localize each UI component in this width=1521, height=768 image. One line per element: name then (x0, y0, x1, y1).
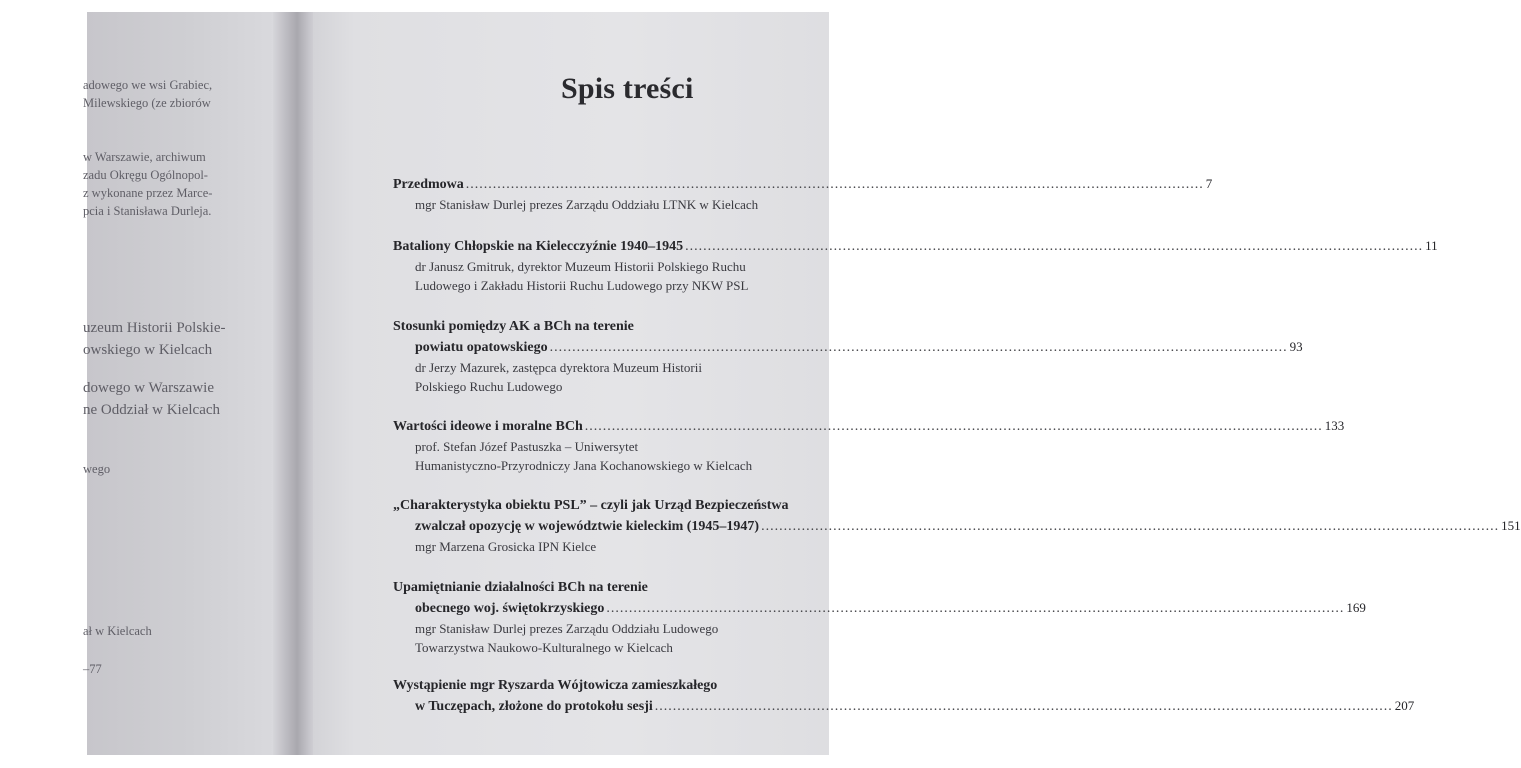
toc-entry-author: mgr Stanisław Durlej prezes Zarządu Oddziału Ludowego (415, 621, 719, 636)
left-page-line: wego (83, 462, 111, 476)
toc-entry-title: Przedmowa (393, 177, 464, 192)
toc-entry (393, 676, 1415, 717)
toc-entry-author: dr Janusz Gmitruk, dyrektor Muzeum Historii Polskiego Ruchu (415, 259, 746, 274)
left-page-line: zadu Okręgu Ogólnopol- (83, 168, 208, 182)
book-spine (273, 12, 317, 755)
toc-entry-author: mgr Marzena Grosicka IPN Kielce (415, 539, 597, 554)
left-page-line: Milewskiego (ze zbiorów (83, 96, 211, 110)
toc-entry-title: powiatu opatowskiego (415, 340, 548, 355)
dot-leader (761, 517, 1499, 537)
toc-entry-title: w Tuczępach, złożone do protokołu sesji (415, 699, 653, 714)
right-page (313, 12, 1521, 755)
page-title: Spis treści (561, 72, 694, 105)
toc-entry-page: 7 (1205, 176, 1213, 191)
toc-entry-page: 151 (1501, 518, 1521, 533)
toc-entry-page: 169 (1346, 600, 1366, 615)
toc-entry-author: Polskiego Ruchu Ludowego (415, 379, 563, 394)
dot-leader (606, 599, 1344, 619)
dot-leader (585, 417, 1323, 437)
toc-entry-heading (393, 416, 1345, 437)
left-page-line: w Warszawie, archiwum (83, 150, 206, 164)
left-page-line: uzeum Historii Polskie- (83, 320, 226, 336)
toc-entry-author: mgr Stanisław Durlej prezes Zarządu Oddziału LTNK w Kielcach (415, 197, 759, 212)
toc-entry-page: 207 (1394, 698, 1415, 713)
toc-entry (393, 578, 1366, 657)
toc-entry (393, 317, 1303, 396)
toc-entry-title: Upamiętnianie działalności BCh na terenie (393, 580, 648, 595)
toc-entry (393, 416, 1345, 475)
toc-entry-page: 11 (1425, 238, 1438, 253)
left-page-line: –77 (83, 662, 102, 676)
left-page-line: dowego w Warszawie (83, 380, 214, 396)
toc-entry-author: Towarzystwa Naukowo-Kulturalnego w Kielcach (415, 640, 673, 655)
dot-leader (685, 237, 1423, 257)
toc-entry-heading (393, 236, 1438, 257)
left-page-line: ał w Kielcach (83, 624, 152, 638)
toc-entry-title: Wystąpienie mgr Ryszarda Wójtowicza zamieszkałego (393, 678, 718, 693)
dot-leader (550, 338, 1288, 358)
toc-entry-author: prof. Stefan Józef Pastuszka – Uniwersytet (415, 439, 639, 454)
toc-entry-title: Bataliony Chłopskie na Kielecczyźnie 1940–1945 (393, 239, 684, 254)
toc-entry-heading (393, 696, 1415, 717)
toc-entry (393, 496, 1521, 556)
toc-entry-heading (393, 174, 1213, 195)
toc-entry-author: Ludowego i Zakładu Historii Ruchu Ludowego przy NKW PSL (415, 278, 749, 293)
toc-entry-title: Stosunki pomiędzy AK a BCh na terenie (393, 319, 634, 334)
toc-entry-title: Wartości ideowe i moralne BCh (393, 419, 583, 434)
dot-leader (655, 697, 1393, 717)
toc-entry-title: obecnego woj. świętokrzyskiego (415, 601, 605, 616)
toc-entry (393, 236, 1438, 295)
toc-entry-page: 133 (1324, 418, 1345, 433)
dot-leader (466, 175, 1204, 195)
toc-entry-author: Humanistyczno-Przyrodniczy Jana Kochanowskiego w Kielcach (415, 458, 753, 473)
toc-entry-heading (393, 337, 1303, 358)
left-page (83, 12, 275, 755)
left-page-line: adowego we wsi Grabiec, (83, 78, 213, 92)
toc-entry-page: 93 (1289, 339, 1303, 354)
toc-entry-author: dr Jerzy Mazurek, zastępca dyrektora Muzeum Historii (415, 360, 702, 375)
toc-entry-title: „Charakterystyka obiektu PSL” – czyli jak Urząd Bezpieczeństwa (393, 498, 789, 513)
left-page-line: owskiego w Kielcach (83, 342, 213, 358)
left-page-line: z wykonane przez Marce- (83, 186, 213, 200)
toc-entry-heading (393, 598, 1366, 619)
left-page-line: pcia i Stanisława Durleja. (83, 204, 212, 218)
toc-entry-heading (393, 516, 1521, 537)
toc-entry-title: zwalczał opozycję w województwie kieleckim (1945–1947) (415, 519, 760, 534)
open-book (83, 12, 1521, 755)
left-page-line: ne Oddział w Kielcach (83, 402, 221, 418)
toc-entry (393, 174, 1213, 214)
